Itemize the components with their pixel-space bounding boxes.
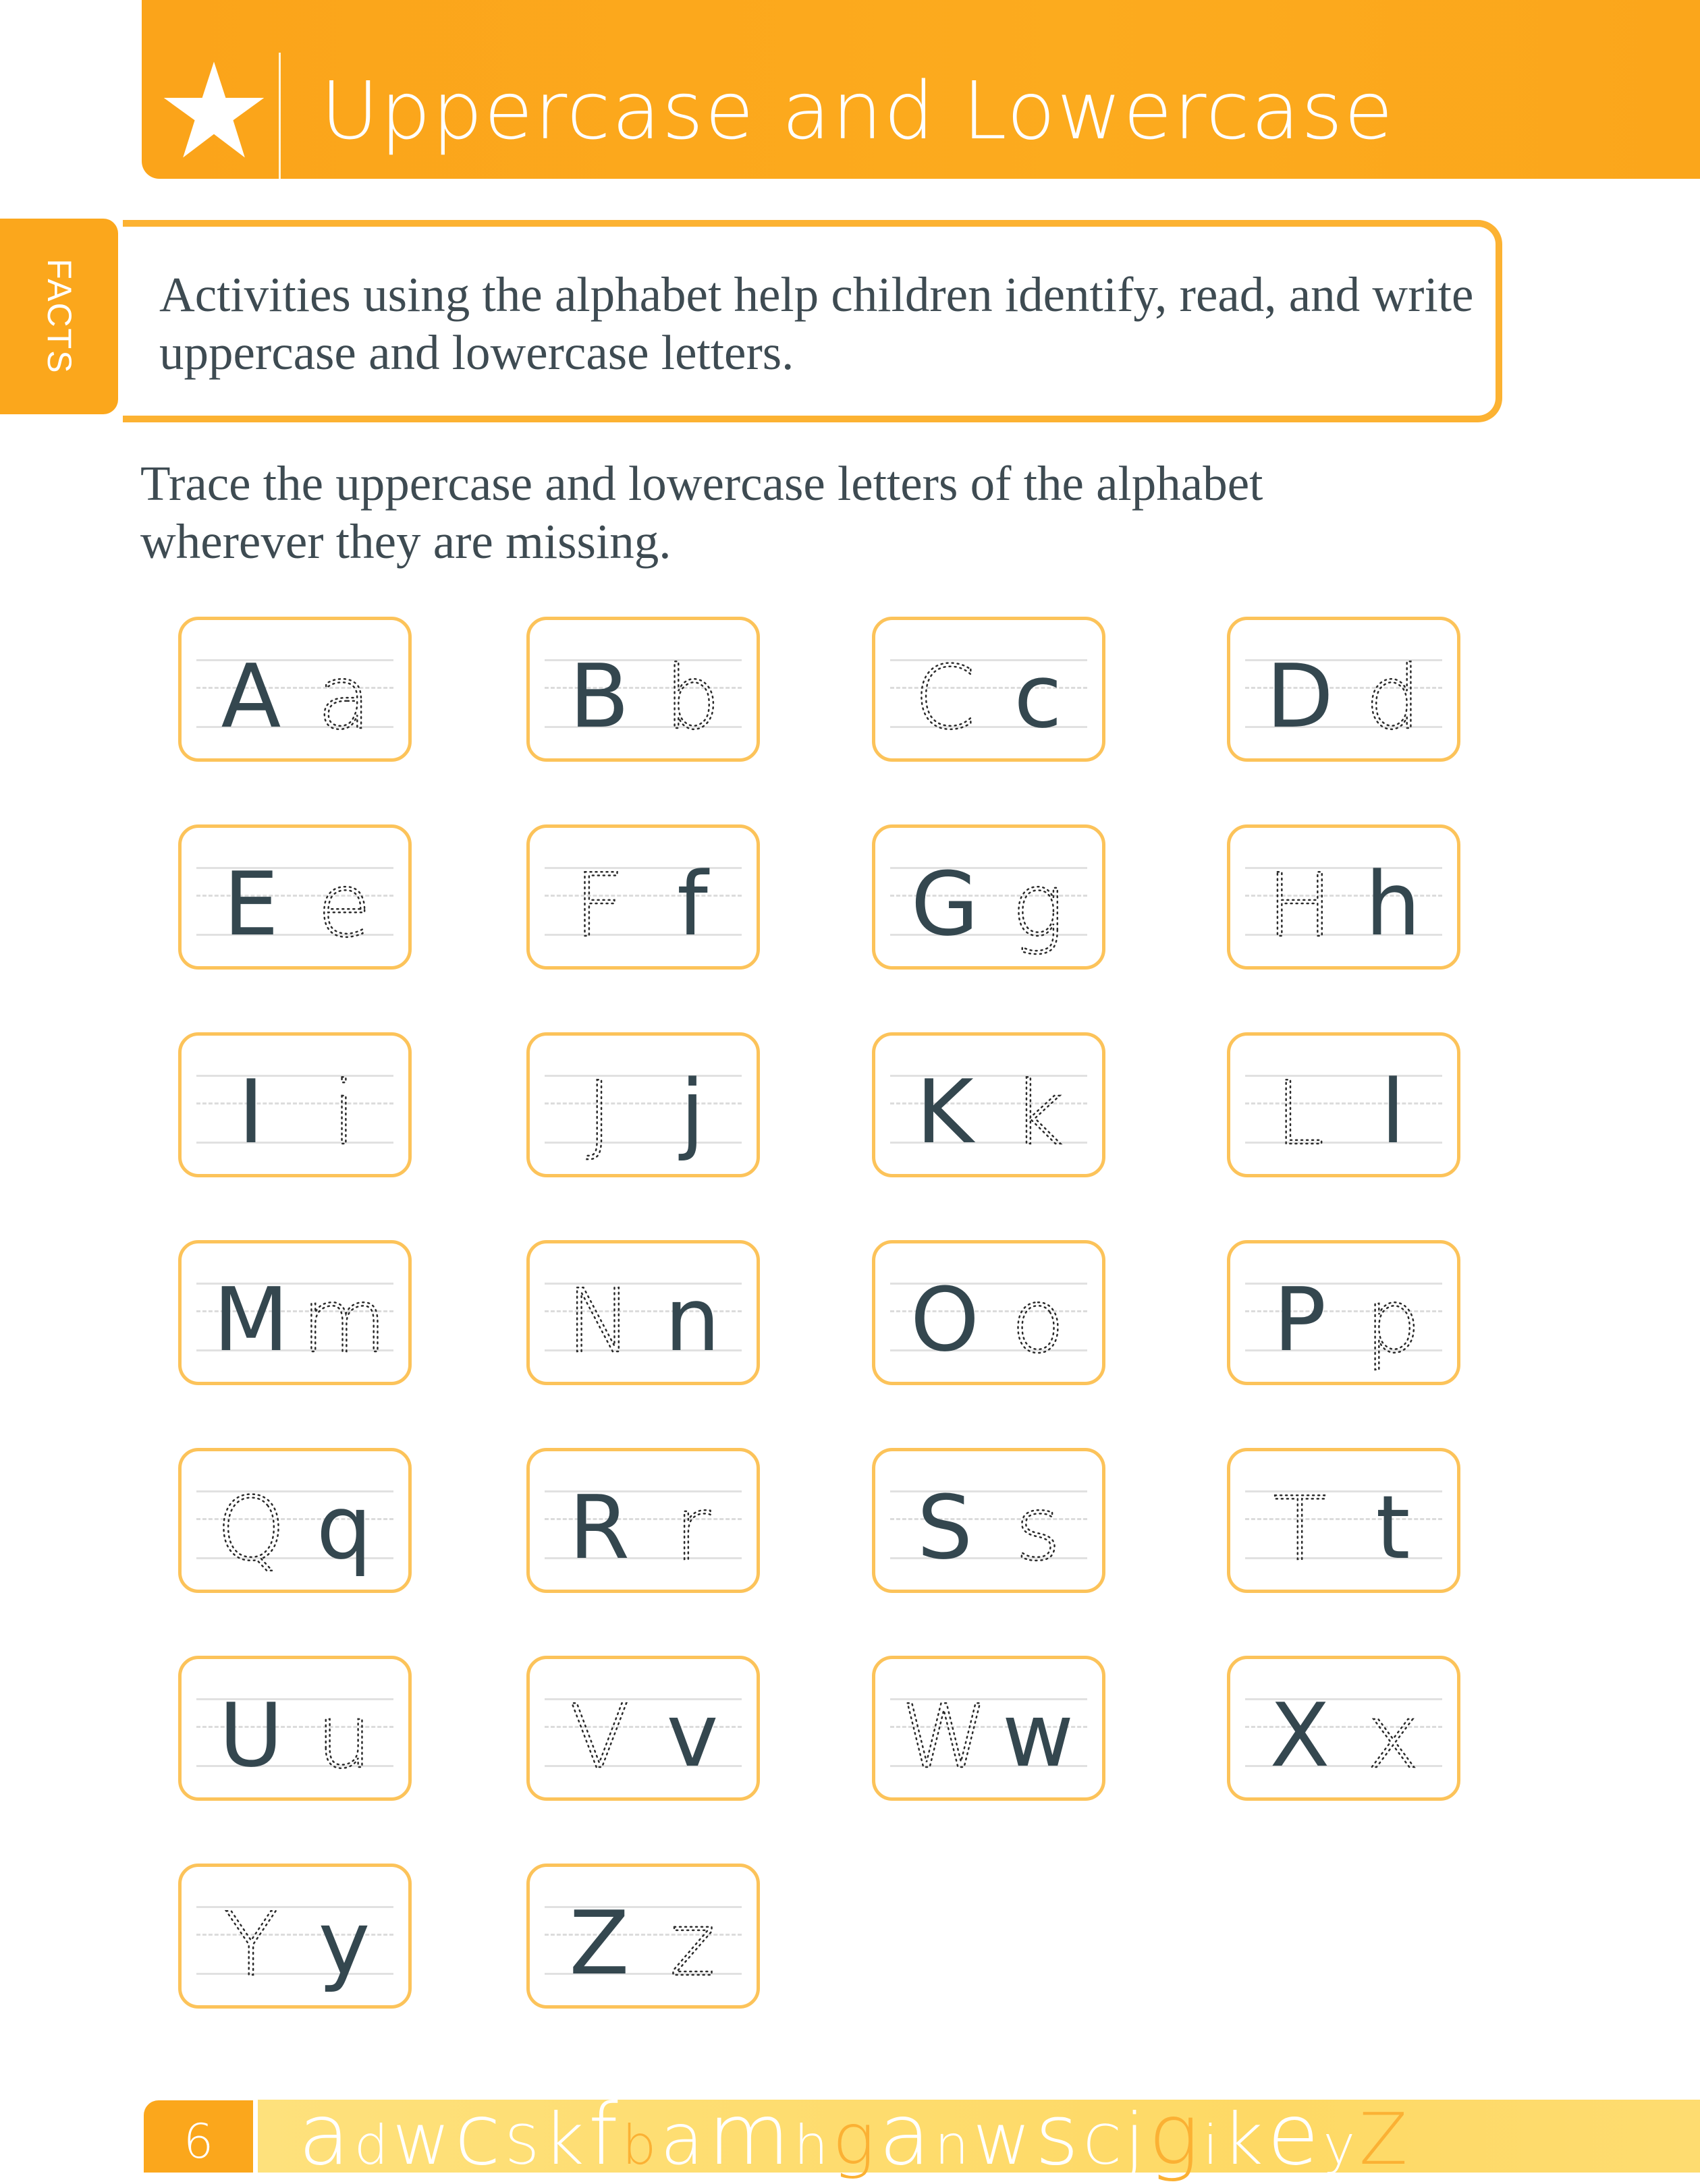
footer-letter: a [879, 2086, 935, 2184]
dotted-letter-glyph [1342, 652, 1444, 760]
trace-uppercase-letter[interactable] [1249, 1484, 1350, 1605]
letter-card-g[interactable] [872, 824, 1105, 970]
uppercase-letter: B [569, 645, 630, 748]
trace-uppercase-letter[interactable] [549, 1691, 650, 1813]
trace-uppercase-letter[interactable] [549, 1276, 650, 1397]
page-number-tab [144, 2100, 253, 2173]
footer-letter: a [660, 2098, 708, 2181]
letter-card-l[interactable] [1227, 1032, 1460, 1177]
trace-lowercase-letter[interactable] [987, 1484, 1089, 1605]
uppercase-letter: D [1265, 645, 1334, 748]
uppercase-letter: K [916, 1061, 974, 1163]
svg-text:L [1276, 1068, 1324, 1165]
trace-lowercase-letter[interactable] [1342, 1691, 1444, 1813]
lowercase-letter: f [677, 853, 708, 955]
letter-card-k[interactable] [872, 1032, 1105, 1177]
letter-card-v[interactable] [526, 1656, 760, 1801]
svg-text:C [914, 652, 976, 749]
dotted-letter-glyph [987, 1276, 1089, 1384]
footer-letter: d [354, 2114, 393, 2177]
dotted-letter-glyph [642, 652, 743, 760]
footer-decorative-letters [298, 2086, 1412, 2184]
trace-lowercase-letter[interactable] [294, 652, 395, 774]
footer-letter: f [588, 2086, 622, 2184]
uppercase-letter: G [910, 853, 979, 955]
letter-card-p[interactable] [1227, 1240, 1460, 1385]
footer-letter: w [392, 2098, 455, 2181]
uppercase-letter: O [910, 1268, 980, 1371]
svg-text:F [574, 860, 625, 957]
lowercase-letter: j [680, 1061, 705, 1163]
header-divider [279, 53, 281, 179]
svg-text:s [1015, 1484, 1061, 1580]
dotted-letter-glyph [987, 1484, 1089, 1592]
dotted-letter-glyph [1249, 860, 1350, 968]
uppercase-letter: E [223, 853, 279, 955]
uppercase-letter: P [1273, 1268, 1327, 1371]
trace-uppercase-letter[interactable] [200, 1484, 302, 1605]
facts-tab-label: FACTS [40, 258, 78, 374]
letter-card-y[interactable] [178, 1864, 412, 2009]
footer-letter: n [934, 2114, 973, 2177]
dotted-letter-glyph [642, 1484, 743, 1592]
trace-uppercase-letter[interactable] [549, 860, 650, 982]
footer-letter: g [1148, 2086, 1203, 2184]
letter-card-u[interactable] [178, 1656, 412, 1801]
uppercase-letter: R [568, 1476, 630, 1579]
trace-uppercase-letter[interactable] [894, 1691, 995, 1813]
letter-card-q[interactable] [178, 1448, 412, 1593]
svg-text:N [566, 1276, 632, 1372]
letter-card-h[interactable] [1227, 824, 1460, 970]
trace-uppercase-letter[interactable] [894, 652, 995, 774]
uppercase-letter: S [916, 1476, 973, 1579]
footer-letter: i [1203, 2114, 1222, 2177]
letter-card-n[interactable] [526, 1240, 760, 1385]
lowercase-letter: v [666, 1684, 719, 1787]
page-title: Uppercase and Lowercase [321, 64, 1395, 157]
trace-lowercase-letter[interactable] [294, 1276, 395, 1397]
footer-letter: a [298, 2086, 354, 2184]
letter-card-t[interactable] [1227, 1448, 1460, 1593]
page-header [142, 0, 1700, 179]
footer-letter: w [972, 2098, 1035, 2181]
letter-card-s[interactable] [872, 1448, 1105, 1593]
letter-card-b[interactable] [526, 617, 760, 762]
dotted-letter-glyph [1249, 1068, 1350, 1176]
lowercase-letter: h [1365, 853, 1421, 955]
letter-card-m[interactable] [178, 1240, 412, 1385]
lowercase-letter: n [664, 1268, 721, 1371]
footer-letter: j [1124, 2098, 1149, 2181]
dotted-letter-glyph [200, 1484, 302, 1592]
svg-text:u [317, 1691, 372, 1788]
letter-card-r[interactable] [526, 1448, 760, 1593]
dotted-letter-glyph [987, 860, 1089, 968]
uppercase-letter: M [213, 1268, 290, 1371]
dotted-letter-glyph [549, 1276, 650, 1384]
letter-card-o[interactable] [872, 1240, 1105, 1385]
trace-lowercase-letter[interactable] [642, 652, 743, 774]
lowercase-letter: w [1002, 1684, 1074, 1787]
footer-letter: s [1035, 2086, 1083, 2184]
letter-card-x[interactable] [1227, 1656, 1460, 1801]
letter-card-d[interactable] [1227, 617, 1460, 762]
trace-lowercase-letter[interactable] [1342, 1276, 1444, 1397]
svg-text:d [1365, 652, 1421, 749]
uppercase-letter: A [221, 645, 281, 748]
svg-text:o [1011, 1276, 1065, 1372]
letter-card-j[interactable] [526, 1032, 760, 1177]
dotted-letter-glyph [1342, 1276, 1444, 1384]
trace-uppercase-letter[interactable] [1249, 1068, 1350, 1189]
lowercase-letter: c [1014, 645, 1062, 748]
dotted-letter-glyph [987, 1068, 1089, 1176]
star-icon [161, 57, 267, 164]
letter-card-f[interactable] [526, 824, 760, 970]
footer-letter: g [832, 2098, 879, 2181]
trace-uppercase-letter[interactable] [200, 1899, 302, 2021]
svg-text:p [1365, 1276, 1421, 1372]
trace-uppercase-letter[interactable] [1249, 860, 1350, 982]
svg-text:b [665, 652, 721, 749]
trace-lowercase-letter[interactable] [294, 1691, 395, 1813]
svg-text:Q [217, 1484, 285, 1580]
dotted-letter-glyph [294, 860, 395, 968]
svg-text:H [1267, 860, 1333, 957]
svg-text:x [1367, 1691, 1419, 1788]
svg-text:W [902, 1691, 989, 1788]
trace-lowercase-letter[interactable] [642, 1899, 743, 2021]
svg-text:k [1012, 1068, 1063, 1165]
footer-letter: S [505, 2114, 543, 2177]
trace-lowercase-letter[interactable] [987, 1068, 1089, 1189]
facts-text: Activities using the alphabet help children identify, read, and write uppercase and lowercase letters. [159, 267, 1474, 380]
footer-letter: k [543, 2098, 588, 2181]
letter-card-i[interactable] [178, 1032, 412, 1177]
dotted-letter-glyph [549, 1068, 650, 1176]
dotted-letter-glyph [894, 652, 995, 760]
lowercase-letter: l [1380, 1061, 1406, 1163]
instruction-text: Trace the uppercase and lowercase letters of the alphabet wherever they are missing. [140, 456, 1263, 569]
dotted-letter-glyph [1342, 1691, 1444, 1799]
letter-card-e[interactable] [178, 824, 412, 970]
dotted-letter-glyph [294, 1068, 395, 1176]
facts-box [123, 220, 1502, 422]
svg-text:g [1012, 860, 1064, 957]
trace-lowercase-letter[interactable] [294, 1068, 395, 1189]
svg-text:i [332, 1068, 356, 1165]
footer-decorative-band [258, 2086, 1700, 2184]
footer-letter: e [1267, 2086, 1323, 2184]
svg-text:T [1273, 1484, 1326, 1580]
svg-text:m [302, 1276, 387, 1372]
trace-lowercase-letter[interactable] [642, 1484, 743, 1605]
svg-text:J [586, 1068, 612, 1165]
letter-card-c[interactable] [872, 617, 1105, 762]
dotted-letter-glyph [642, 1899, 743, 2007]
page-number: 6 [183, 2114, 214, 2169]
uppercase-letter: I [238, 1061, 265, 1163]
uppercase-letter: U [219, 1684, 283, 1787]
dotted-letter-glyph [549, 1691, 650, 1799]
lowercase-letter: q [316, 1476, 373, 1579]
lowercase-letter: t [1375, 1476, 1410, 1579]
footer-letter: m [707, 2086, 794, 2184]
dotted-letter-glyph [294, 1691, 395, 1799]
dotted-letter-glyph [894, 1691, 995, 1799]
svg-text:V [570, 1691, 630, 1788]
trace-lowercase-letter[interactable] [987, 1276, 1089, 1397]
dotted-letter-glyph [549, 860, 650, 968]
footer-letter: c [454, 2086, 505, 2184]
trace-lowercase-letter[interactable] [294, 860, 395, 982]
trace-lowercase-letter[interactable] [987, 860, 1089, 982]
letter-card-a[interactable] [178, 617, 412, 762]
trace-uppercase-letter[interactable] [549, 1068, 650, 1189]
svg-text:Y [224, 1899, 277, 1996]
footer-letter: C [1082, 2114, 1125, 2177]
svg-text:r [674, 1484, 711, 1580]
letter-card-w[interactable] [872, 1656, 1105, 1801]
dotted-letter-glyph [294, 652, 395, 760]
svg-text:e [317, 860, 371, 957]
footer-letter: k [1222, 2098, 1267, 2181]
uppercase-letter: Z [569, 1892, 630, 1994]
dotted-letter-glyph [1249, 1484, 1350, 1592]
footer-letter: h [794, 2114, 833, 2177]
facts-tab [0, 219, 118, 414]
trace-lowercase-letter[interactable] [1342, 652, 1444, 774]
lowercase-letter: y [318, 1892, 371, 1994]
footer-letter: b [622, 2114, 661, 2177]
svg-text:a [317, 652, 371, 749]
dotted-letter-glyph [200, 1899, 302, 2007]
svg-text:z [669, 1899, 715, 1996]
uppercase-letter: X [1269, 1684, 1330, 1787]
dotted-letter-glyph [294, 1276, 395, 1384]
footer-letter: y [1323, 2114, 1359, 2177]
footer-letter: Z [1359, 2098, 1412, 2181]
letter-card-z[interactable] [526, 1864, 760, 2009]
